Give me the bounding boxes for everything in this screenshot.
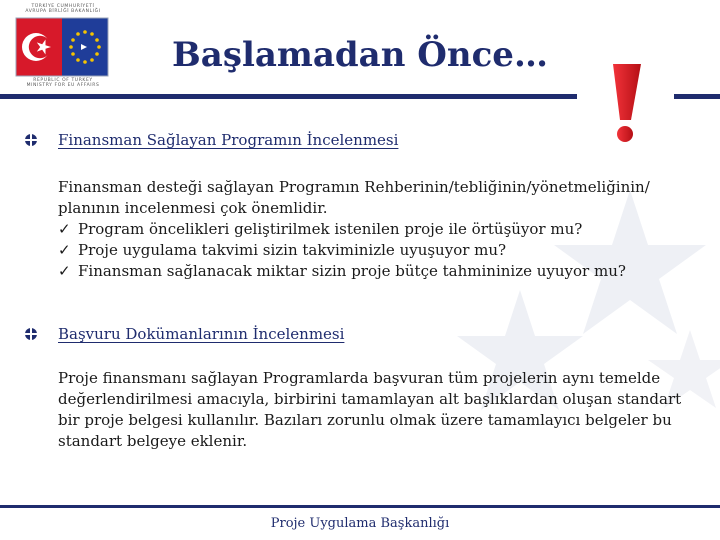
body-line: planının incelenmesi çok önemlidir. <box>58 199 328 217</box>
footer-divider <box>0 505 720 508</box>
section-heading-application-documents: Başvuru Dokümanlarının İncelenmesi <box>58 325 345 343</box>
exclamation-mark-icon <box>605 62 645 146</box>
body-line: standart belgeye eklenir. <box>58 432 248 450</box>
body-line: Finansman desteği sağlayan Programın Rehberinin/tebliğinin/yönetmeliğinin/ <box>58 178 650 196</box>
section-bullet-icon <box>22 327 40 341</box>
logo-bottom-text: REPUBLIC OF TURKEY MINISTRY FOR EU AFFAIRS <box>26 78 100 88</box>
body-line: Proje finansmanı sağlayan Programlarda başvuran tüm projelerin aynı temelde <box>58 369 661 387</box>
section-body-financing-program <box>58 177 698 282</box>
header-divider-right <box>674 94 720 99</box>
check-mark-icon: ✓ <box>58 241 71 259</box>
body-line: değerlendirilmesi amacıyla, birbirini tamamlayan alt başlıklardan oluşan standart <box>58 390 682 408</box>
logo-flags-icon <box>14 16 112 78</box>
header-divider-left <box>0 94 577 99</box>
check-mark-icon: ✓ <box>58 220 71 238</box>
section-heading-financing-program: Finansman Sağlayan Programın İncelenmesi <box>58 131 399 149</box>
check-item: ✓ Proje uygulama takvimi sizin takviminizle uyuşuyor mu? <box>58 241 507 259</box>
body-line: bir proje belgesi kullanılır. Bazıları zorunlu olmak üzere tamamlayıcı belgeler bu <box>58 411 672 429</box>
footer-text: Proje Uygulama Başkanlığı <box>270 516 450 531</box>
section-bullet-icon <box>22 133 40 147</box>
ministry-logo <box>14 4 112 90</box>
slide-title: Başlamadan Önce… <box>172 35 548 75</box>
logo-top-text: TÜRKİYE CUMHURİYETİ AVRUPA BİRLİĞİ BAKANLIĞI <box>25 4 101 14</box>
check-mark-icon: ✓ <box>58 262 71 280</box>
check-item: ✓ Finansman sağlanacak miktar sizin proje bütçe tahmininize uyuyor mu? <box>58 262 626 280</box>
section-body-application-documents <box>58 368 698 452</box>
check-item: ✓ Program öncelikleri geliştirilmek istenilen proje ile örtüşüyor mu? <box>58 220 583 238</box>
